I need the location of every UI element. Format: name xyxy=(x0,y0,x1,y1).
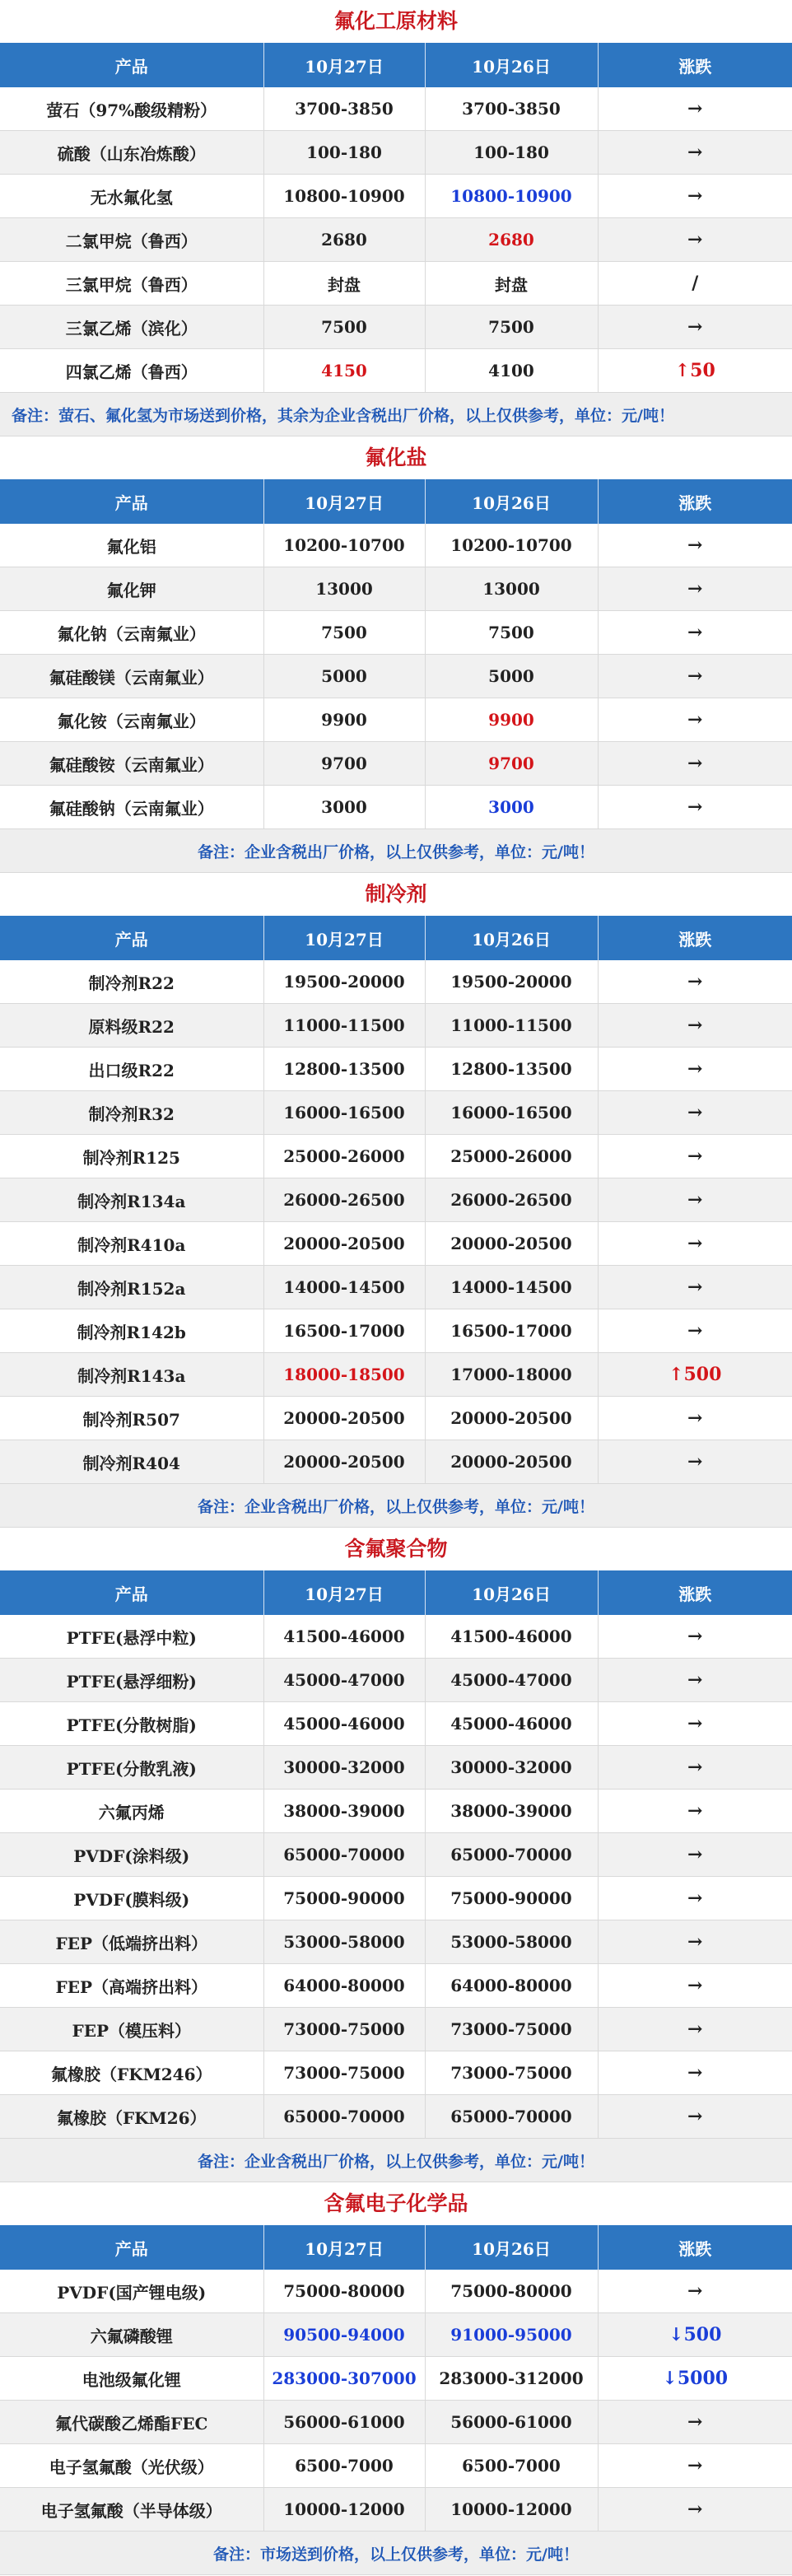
change-cell: → xyxy=(598,2051,792,2095)
product-name-cell: 氟硅酸钠（云南氟业） xyxy=(0,786,263,829)
price-date1-cell: 10800-10900 xyxy=(263,175,425,218)
change-cell: → xyxy=(598,611,792,655)
product-name-cell: 硫酸（山东冶炼酸） xyxy=(0,131,263,175)
column-header-change: 涨跌 xyxy=(598,916,792,960)
price-date2-cell: 45000-46000 xyxy=(425,1702,598,1746)
table-row xyxy=(0,306,792,349)
header-row xyxy=(0,2225,792,2270)
section-title: 含氟聚合物 xyxy=(344,1537,448,1561)
price-date2-cell: 64000-80000 xyxy=(425,1964,598,2008)
product-name-cell: 电子氢氟酸（光伏级） xyxy=(0,2444,263,2488)
product-name-cell: 六氟磷酸锂 xyxy=(0,2313,263,2357)
change-cell: → xyxy=(598,1920,792,1964)
change-cell: → xyxy=(598,2488,792,2532)
change-cell: → xyxy=(598,1048,792,1091)
column-header-date2: 10月26日 xyxy=(425,43,598,87)
price-date1-cell: 10000-12000 xyxy=(263,2488,425,2532)
table-row xyxy=(0,1135,792,1178)
section-note: 备注：企业含税出厂价格，以上仅供参考，单位：元/吨！ xyxy=(0,2139,792,2182)
table-row xyxy=(0,2401,792,2444)
price-date1-cell: 20000-20500 xyxy=(263,1222,425,1266)
product-name-cell: 制冷剂R410a xyxy=(0,1222,263,1266)
table-row xyxy=(0,1309,792,1353)
table-row xyxy=(0,2313,792,2357)
price-date2-cell: 19500-20000 xyxy=(425,960,598,1004)
product-name-cell: 原料级R22 xyxy=(0,1004,263,1048)
change-cell: → xyxy=(598,742,792,786)
product-name-cell: 制冷剂R143a xyxy=(0,1353,263,1397)
change-cell: → xyxy=(598,1877,792,1920)
column-header-change: 涨跌 xyxy=(598,1570,792,1615)
price-date1-cell: 26000-26500 xyxy=(263,1178,425,1222)
table-row xyxy=(0,698,792,742)
price-table xyxy=(0,43,792,436)
table-row xyxy=(0,960,792,1004)
price-date1-cell: 73000-75000 xyxy=(263,2008,425,2051)
price-date2-cell: 100-180 xyxy=(425,131,598,175)
price-date2-cell: 6500-7000 xyxy=(425,2444,598,2488)
change-cell: → xyxy=(598,960,792,1004)
price-date1-cell: 41500-46000 xyxy=(263,1615,425,1659)
change-cell: → xyxy=(598,1397,792,1440)
price-date1-cell: 38000-39000 xyxy=(263,1790,425,1833)
price-date1-cell: 封盘 xyxy=(263,262,425,306)
product-name-cell: 制冷剂R507 xyxy=(0,1397,263,1440)
product-name-cell: 氟橡胶（FKM26） xyxy=(0,2095,263,2139)
column-header-date1: 10月27日 xyxy=(263,916,425,960)
table-row xyxy=(0,1659,792,1702)
table-row xyxy=(0,524,792,567)
product-name-cell: 氟硅酸铵（云南氟业） xyxy=(0,742,263,786)
price-date2-cell: 17000-18000 xyxy=(425,1353,598,1397)
price-date1-cell: 5000 xyxy=(263,655,425,698)
price-date1-cell: 64000-80000 xyxy=(263,1964,425,2008)
price-date1-cell: 65000-70000 xyxy=(263,2095,425,2139)
product-name-cell: 氟橡胶（FKM246） xyxy=(0,2051,263,2095)
product-name-cell: FEP（模压料） xyxy=(0,2008,263,2051)
section-title: 氟化盐 xyxy=(365,446,427,469)
price-date2-cell: 11000-11500 xyxy=(425,1004,598,1048)
price-date1-cell: 19500-20000 xyxy=(263,960,425,1004)
price-date1-cell: 75000-90000 xyxy=(263,1877,425,1920)
table-row xyxy=(0,2095,792,2139)
product-name-cell: 制冷剂R32 xyxy=(0,1091,263,1135)
change-cell: ↓5000 xyxy=(598,2357,792,2401)
section-title: 制冷剂 xyxy=(365,882,427,906)
table-row xyxy=(0,1091,792,1135)
price-date1-cell: 45000-46000 xyxy=(263,1702,425,1746)
table-row xyxy=(0,2357,792,2401)
change-cell: ↑500 xyxy=(598,1353,792,1397)
price-date1-cell: 6500-7000 xyxy=(263,2444,425,2488)
table-row xyxy=(0,1702,792,1746)
product-name-cell: PTFE(分散树脂) xyxy=(0,1702,263,1746)
price-date1-cell: 12800-13500 xyxy=(263,1048,425,1091)
price-date2-cell: 30000-32000 xyxy=(425,1746,598,1790)
note-row xyxy=(0,2532,792,2575)
price-date2-cell: 75000-80000 xyxy=(425,2270,598,2313)
column-header-date1: 10月27日 xyxy=(263,1570,425,1615)
price-date2-cell: 10200-10700 xyxy=(425,524,598,567)
price-date1-cell: 25000-26000 xyxy=(263,1135,425,1178)
table-row xyxy=(0,567,792,611)
column-header-date2: 10月26日 xyxy=(425,2225,598,2270)
table-row xyxy=(0,218,792,262)
price-date1-cell: 4150 xyxy=(263,349,425,393)
price-date2-cell: 53000-58000 xyxy=(425,1920,598,1964)
price-date2-cell: 73000-75000 xyxy=(425,2051,598,2095)
product-name-cell: 氟化铝 xyxy=(0,524,263,567)
table-row xyxy=(0,655,792,698)
change-cell: → xyxy=(598,2095,792,2139)
change-cell: → xyxy=(598,87,792,131)
price-date2-cell: 20000-20500 xyxy=(425,1397,598,1440)
price-date2-cell: 9900 xyxy=(425,698,598,742)
change-cell: → xyxy=(598,175,792,218)
change-cell: ↓500 xyxy=(598,2313,792,2357)
table-row xyxy=(0,1615,792,1659)
price-date2-cell: 10800-10900 xyxy=(425,175,598,218)
price-date2-cell: 封盘 xyxy=(425,262,598,306)
price-date1-cell: 10200-10700 xyxy=(263,524,425,567)
price-date1-cell: 20000-20500 xyxy=(263,1397,425,1440)
price-date1-cell: 20000-20500 xyxy=(263,1440,425,1484)
change-cell: → xyxy=(598,1615,792,1659)
price-date2-cell: 14000-14500 xyxy=(425,1266,598,1309)
note-row xyxy=(0,1484,792,1528)
product-name-cell: 六氟丙烯 xyxy=(0,1790,263,1833)
price-date2-cell: 25000-26000 xyxy=(425,1135,598,1178)
column-header-product: 产品 xyxy=(0,2225,263,2270)
table-row xyxy=(0,1397,792,1440)
price-date1-cell: 56000-61000 xyxy=(263,2401,425,2444)
price-table xyxy=(0,479,792,873)
product-name-cell: PVDF(国产锂电级) xyxy=(0,2270,263,2313)
price-date2-cell: 73000-75000 xyxy=(425,2008,598,2051)
column-header-date1: 10月27日 xyxy=(263,43,425,87)
table-row xyxy=(0,87,792,131)
price-date2-cell: 7500 xyxy=(425,611,598,655)
column-header-date2: 10月26日 xyxy=(425,479,598,524)
section-note: 备注：企业含税出厂价格，以上仅供参考，单位：元/吨！ xyxy=(0,829,792,873)
price-date2-cell: 10000-12000 xyxy=(425,2488,598,2532)
header-row xyxy=(0,1570,792,1615)
price-date2-cell: 16500-17000 xyxy=(425,1309,598,1353)
price-date1-cell: 7500 xyxy=(263,611,425,655)
price-date2-cell: 13000 xyxy=(425,567,598,611)
product-name-cell: 制冷剂R22 xyxy=(0,960,263,1004)
price-date1-cell: 2680 xyxy=(263,218,425,262)
change-cell: → xyxy=(598,1440,792,1484)
change-cell: ↑50 xyxy=(598,349,792,393)
column-header-product: 产品 xyxy=(0,43,263,87)
product-name-cell: 电池级氟化锂 xyxy=(0,2357,263,2401)
price-date2-cell: 45000-47000 xyxy=(425,1659,598,1702)
table-row xyxy=(0,1790,792,1833)
product-name-cell: 氟代碳酸乙烯酯FEC xyxy=(0,2401,263,2444)
column-header-date1: 10月27日 xyxy=(263,479,425,524)
price-date2-cell: 16000-16500 xyxy=(425,1091,598,1135)
product-name-cell: 三氯乙烯（滨化） xyxy=(0,306,263,349)
price-date2-cell: 2680 xyxy=(425,218,598,262)
price-date1-cell: 45000-47000 xyxy=(263,1659,425,1702)
price-date2-cell: 9700 xyxy=(425,742,598,786)
table-row xyxy=(0,2488,792,2532)
header-row xyxy=(0,916,792,960)
column-header-product: 产品 xyxy=(0,916,263,960)
table-row xyxy=(0,1964,792,2008)
price-date2-cell: 283000-312000 xyxy=(425,2357,598,2401)
change-cell: → xyxy=(598,1178,792,1222)
price-date1-cell: 14000-14500 xyxy=(263,1266,425,1309)
change-cell: → xyxy=(598,1135,792,1178)
price-date1-cell: 13000 xyxy=(263,567,425,611)
change-cell: → xyxy=(598,306,792,349)
table-row xyxy=(0,611,792,655)
price-date2-cell: 26000-26500 xyxy=(425,1178,598,1222)
price-date2-cell: 56000-61000 xyxy=(425,2401,598,2444)
header-row xyxy=(0,43,792,87)
table-row xyxy=(0,131,792,175)
price-date2-cell: 75000-90000 xyxy=(425,1877,598,1920)
product-name-cell: 制冷剂R125 xyxy=(0,1135,263,1178)
change-cell: → xyxy=(598,1964,792,2008)
price-date1-cell: 65000-70000 xyxy=(263,1833,425,1877)
price-date1-cell: 18000-18500 xyxy=(263,1353,425,1397)
price-date2-cell: 65000-70000 xyxy=(425,1833,598,1877)
column-header-date1: 10月27日 xyxy=(263,2225,425,2270)
change-cell: → xyxy=(598,1746,792,1790)
price-date2-cell: 65000-70000 xyxy=(425,2095,598,2139)
product-name-cell: 三氯甲烷（鲁西） xyxy=(0,262,263,306)
table-row xyxy=(0,262,792,306)
price-date2-cell: 3000 xyxy=(425,786,598,829)
table-row xyxy=(0,2008,792,2051)
price-date1-cell: 3700-3850 xyxy=(263,87,425,131)
price-date1-cell: 283000-307000 xyxy=(263,2357,425,2401)
change-cell: → xyxy=(598,1222,792,1266)
change-cell: → xyxy=(598,1790,792,1833)
table-row xyxy=(0,1440,792,1484)
change-cell: → xyxy=(598,1702,792,1746)
section-title: 氟化工原材料 xyxy=(333,9,458,33)
price-date2-cell: 5000 xyxy=(425,655,598,698)
change-cell: → xyxy=(598,655,792,698)
change-cell: → xyxy=(598,698,792,742)
column-header-date2: 10月26日 xyxy=(425,916,598,960)
column-header-date2: 10月26日 xyxy=(425,1570,598,1615)
column-header-change: 涨跌 xyxy=(598,479,792,524)
product-name-cell: 氟化铵（云南氟业） xyxy=(0,698,263,742)
change-cell: → xyxy=(598,131,792,175)
table-row xyxy=(0,786,792,829)
change-cell: → xyxy=(598,2401,792,2444)
product-name-cell: 无水氟化氢 xyxy=(0,175,263,218)
change-cell: → xyxy=(598,2270,792,2313)
table-row xyxy=(0,175,792,218)
change-cell: → xyxy=(598,1833,792,1877)
change-cell: → xyxy=(598,1309,792,1353)
price-date2-cell: 12800-13500 xyxy=(425,1048,598,1091)
change-cell: → xyxy=(598,1091,792,1135)
product-name-cell: 电子氢氟酸（半导体级） xyxy=(0,2488,263,2532)
price-date1-cell: 30000-32000 xyxy=(263,1746,425,1790)
price-date1-cell: 7500 xyxy=(263,306,425,349)
column-header-change: 涨跌 xyxy=(598,2225,792,2270)
table-row xyxy=(0,1266,792,1309)
change-cell: → xyxy=(598,2008,792,2051)
product-name-cell: 二氯甲烷（鲁西） xyxy=(0,218,263,262)
product-name-cell: 制冷剂R142b xyxy=(0,1309,263,1353)
product-name-cell: 萤石（97%酸级精粉） xyxy=(0,87,263,131)
price-date1-cell: 16000-16500 xyxy=(263,1091,425,1135)
product-name-cell: PVDF(膜料级) xyxy=(0,1877,263,1920)
section-note: 备注：萤石、氟化氢为市场送到价格，其余为企业含税出厂价格，以上仅供参考，单位：元/吨！ xyxy=(0,393,792,436)
price-table xyxy=(0,2225,792,2575)
price-date1-cell: 9900 xyxy=(263,698,425,742)
product-name-cell: PTFE(悬浮中粒) xyxy=(0,1615,263,1659)
change-cell: → xyxy=(598,567,792,611)
column-header-product: 产品 xyxy=(0,1570,263,1615)
table-row xyxy=(0,1877,792,1920)
table-row xyxy=(0,1746,792,1790)
change-cell: → xyxy=(598,524,792,567)
table-row xyxy=(0,2051,792,2095)
table-row xyxy=(0,1833,792,1877)
change-cell: / xyxy=(598,262,792,306)
price-date1-cell: 16500-17000 xyxy=(263,1309,425,1353)
change-cell: → xyxy=(598,1266,792,1309)
column-header-product: 产品 xyxy=(0,479,263,524)
product-name-cell: FEP（高端挤出料） xyxy=(0,1964,263,2008)
price-table xyxy=(0,916,792,1528)
product-name-cell: 氟硅酸镁（云南氟业） xyxy=(0,655,263,698)
note-row xyxy=(0,829,792,873)
price-date1-cell: 90500-94000 xyxy=(263,2313,425,2357)
price-date2-cell: 3700-3850 xyxy=(425,87,598,131)
product-name-cell: FEP（低端挤出料） xyxy=(0,1920,263,1964)
table-row xyxy=(0,2444,792,2488)
product-name-cell: 四氯乙烯（鲁西） xyxy=(0,349,263,393)
price-date1-cell: 53000-58000 xyxy=(263,1920,425,1964)
product-name-cell: PTFE(悬浮细粉) xyxy=(0,1659,263,1702)
section-note: 备注：市场送到价格，以上仅供参考，单位：元/吨！ xyxy=(0,2532,792,2575)
price-date2-cell: 20000-20500 xyxy=(425,1222,598,1266)
price-date2-cell: 4100 xyxy=(425,349,598,393)
product-name-cell: 制冷剂R134a xyxy=(0,1178,263,1222)
price-date2-cell: 91000-95000 xyxy=(425,2313,598,2357)
column-header-change: 涨跌 xyxy=(598,43,792,87)
change-cell: → xyxy=(598,2444,792,2488)
price-date2-cell: 38000-39000 xyxy=(425,1790,598,1833)
price-date2-cell: 7500 xyxy=(425,306,598,349)
table-row xyxy=(0,1222,792,1266)
product-name-cell: 出口级R22 xyxy=(0,1048,263,1091)
product-name-cell: PTFE(分散乳液) xyxy=(0,1746,263,1790)
header-row xyxy=(0,479,792,524)
table-row xyxy=(0,349,792,393)
section-note: 备注：企业含税出厂价格，以上仅供参考，单位：元/吨！ xyxy=(0,1484,792,1528)
note-row xyxy=(0,393,792,436)
note-row xyxy=(0,2139,792,2182)
change-cell: → xyxy=(598,1004,792,1048)
price-date1-cell: 11000-11500 xyxy=(263,1004,425,1048)
section-title: 含氟电子化学品 xyxy=(324,2191,468,2215)
table-row xyxy=(0,1178,792,1222)
price-date1-cell: 75000-80000 xyxy=(263,2270,425,2313)
price-date2-cell: 41500-46000 xyxy=(425,1615,598,1659)
price-date1-cell: 100-180 xyxy=(263,131,425,175)
product-name-cell: 制冷剂R152a xyxy=(0,1266,263,1309)
change-cell: → xyxy=(598,1659,792,1702)
price-table xyxy=(0,1570,792,2182)
price-date1-cell: 73000-75000 xyxy=(263,2051,425,2095)
table-row xyxy=(0,742,792,786)
price-date1-cell: 3000 xyxy=(263,786,425,829)
product-name-cell: 氟化钾 xyxy=(0,567,263,611)
price-date1-cell: 9700 xyxy=(263,742,425,786)
product-name-cell: 氟化钠（云南氟业） xyxy=(0,611,263,655)
product-name-cell: PVDF(涂料级) xyxy=(0,1833,263,1877)
change-cell: → xyxy=(598,218,792,262)
price-date2-cell: 20000-20500 xyxy=(425,1440,598,1484)
table-row xyxy=(0,1048,792,1091)
table-row xyxy=(0,1004,792,1048)
table-row xyxy=(0,2270,792,2313)
product-name-cell: 制冷剂R404 xyxy=(0,1440,263,1484)
table-row xyxy=(0,1920,792,1964)
table-row xyxy=(0,1353,792,1397)
change-cell: → xyxy=(598,786,792,829)
